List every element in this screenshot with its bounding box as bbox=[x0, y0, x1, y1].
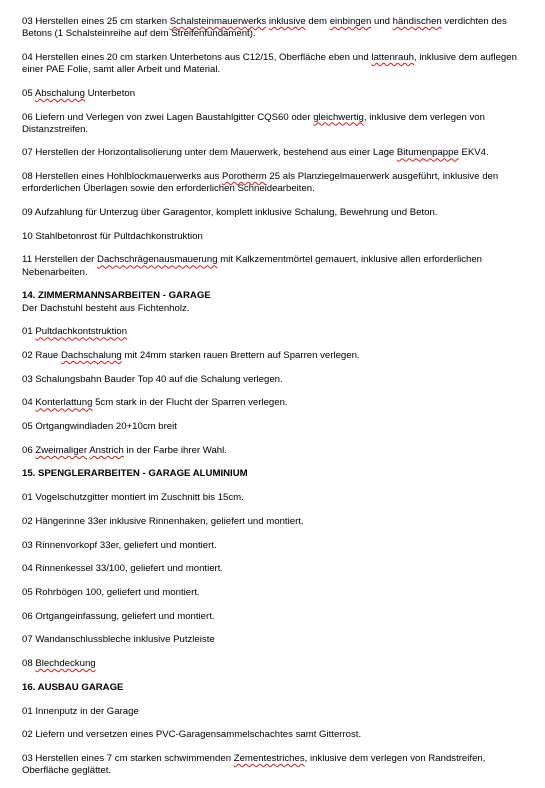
text-run: 03 Herstellen eines 7 cm starken schwimmenden bbox=[22, 752, 234, 764]
text-run: 02 Liefern und versetzen eines PVC-Garagensammelschachtes samt Gitterrost. bbox=[22, 729, 362, 741]
misspelled-word: inklusive bbox=[268, 16, 306, 27]
paragraph bbox=[22, 445, 523, 457]
text-run: , inklusive dem verlegen von Randstreifen, Oberfläche geglättet. bbox=[22, 752, 486, 777]
text-run: mit Kalkzementmörtel gemauert, inklusive allen erforderlichen Nebenarbeiten. bbox=[22, 254, 483, 278]
text-run: 03 Rinnenvorkopf 33er, geliefert und montiert. bbox=[22, 539, 217, 551]
section-heading bbox=[22, 468, 523, 480]
text-run: 08 bbox=[22, 658, 36, 670]
paragraph bbox=[22, 254, 523, 278]
paragraph bbox=[22, 374, 523, 386]
text-run: Der Dachstuhl besteht aus Fichtenholz. bbox=[22, 302, 190, 314]
paragraph bbox=[22, 729, 523, 741]
text-run: 02 Raue bbox=[22, 349, 61, 361]
misspelled-word: Dachschrägenausmauerung bbox=[97, 254, 218, 266]
misspelled-word: Zementestriches bbox=[233, 752, 305, 764]
text-run: 07 Herstellen der Horizontalisolierung unter dem Mauerwerk, bestehend aus einer Lage bbox=[22, 147, 397, 159]
paragraph bbox=[22, 421, 523, 433]
text-run: dem bbox=[305, 16, 330, 27]
paragraph bbox=[22, 112, 523, 136]
text-run: 06 bbox=[22, 444, 36, 456]
paragraph bbox=[22, 171, 523, 195]
misspelled-word: Pultdachkontstruktion bbox=[35, 326, 128, 338]
text-run: und bbox=[371, 16, 393, 27]
text-run: 10 Stahlbetonrost für Pultdachkonstruktion bbox=[22, 230, 203, 242]
text-run: 05 Ortgangwindladen 20+10cm breit bbox=[22, 421, 177, 433]
section-heading bbox=[22, 290, 523, 302]
paragraph bbox=[22, 147, 523, 159]
text-run: 05 Rohrbögen 100, geliefert und montiert. bbox=[22, 586, 200, 598]
misspelled-word: lattenrauh bbox=[371, 51, 414, 63]
misspelled-word: gleichwertig bbox=[313, 111, 364, 123]
paragraph bbox=[22, 397, 523, 409]
text-run: Unterbeton bbox=[84, 87, 136, 99]
paragraph bbox=[22, 634, 523, 646]
text-run: 09 Aufzahlung für Unterzug über Garagentor, komplett inklusive Schalung, Bewehrung und Beton. bbox=[22, 207, 438, 219]
paragraph bbox=[22, 658, 523, 670]
text-run: 01 Innenputz in der Garage bbox=[22, 705, 139, 717]
paragraph bbox=[22, 88, 523, 100]
text-run: 5cm stark in der Flucht der Sparren verlegen. bbox=[92, 397, 288, 409]
text-run: 06 Ortgangeinfassung, geliefert und montiert. bbox=[22, 610, 215, 622]
paragraph bbox=[22, 326, 523, 338]
text-run: 08 Herstellen eines Hohlblockmauerwerks aus bbox=[22, 171, 222, 183]
misspelled-word: händischen bbox=[392, 16, 442, 27]
paragraph bbox=[22, 52, 523, 76]
text-run: 01 bbox=[22, 326, 36, 338]
misspelled-word: Konterlattung bbox=[35, 397, 93, 409]
text-run: 16. AUSBAU GARAGE bbox=[22, 681, 124, 693]
paragraph bbox=[22, 207, 523, 219]
misspelled-word: Schalsteinmauerwerks bbox=[169, 16, 267, 27]
misspelled-word: Anstrich bbox=[89, 444, 124, 456]
text-run: 11 Herstellen der bbox=[22, 254, 98, 266]
text-run: , inklusive dem verlegen von Distanzstreifen. bbox=[22, 111, 485, 135]
paragraph bbox=[22, 587, 523, 599]
text-run: , inklusive dem auflegen einer PAE Folie, samt aller Arbeit und Material. bbox=[22, 51, 517, 76]
paragraph bbox=[22, 516, 523, 528]
text-run: 02 Hängerinne 33er inklusive Rinnenhaken, geliefert und montiert. bbox=[22, 515, 304, 527]
text-run: verdichten des Betons (1 Schalsteinreihe auf dem Streifenfundament). bbox=[22, 16, 507, 40]
misspelled-word: Abschalung bbox=[34, 87, 85, 99]
text-run: EKV4. bbox=[458, 147, 489, 159]
text-run: 25 als Planziegelmauerwerk ausgeführt, inklusive den erforderlichen Überlagen sowie den erforderlichen Schneidearbeiten. bbox=[22, 171, 499, 195]
paragraph bbox=[22, 540, 523, 552]
text-run: 03 Schalungsbahn Bauder Top 40 auf die Schalung verlegen. bbox=[22, 373, 283, 385]
text-run: 03 Herstellen eines 25 cm starken bbox=[22, 16, 170, 27]
paragraph bbox=[22, 611, 523, 623]
text-run: 06 Liefern und Verlegen von zwei Lagen Baustahlgitter CQS60 oder bbox=[22, 111, 314, 123]
misspelled-word: Bitumenpappe bbox=[396, 147, 459, 159]
text-run: 01 Vogelschutzgitter montiert im Zuschnitt bis 15cm. bbox=[22, 492, 244, 504]
misspelled-word: einbingen bbox=[329, 16, 372, 27]
paragraph bbox=[22, 753, 523, 777]
paragraph bbox=[22, 16, 523, 40]
section-heading bbox=[22, 682, 523, 694]
misspelled-word: Porotherm bbox=[221, 171, 267, 183]
misspelled-word: Dachschalung bbox=[60, 349, 122, 361]
misspelled-word: Blechdeckung bbox=[35, 658, 96, 670]
paragraph bbox=[22, 231, 523, 243]
text-run: 07 Wandanschlussbleche inklusive Putzleiste bbox=[22, 634, 215, 646]
text-run: in der Farbe ihrer Wahl. bbox=[123, 444, 227, 456]
text-run: 15. SPENGLERARBEITEN - GARAGE ALUMINIUM bbox=[22, 468, 248, 480]
text-run: 04 Herstellen eines 20 cm starken Unterbetons aus C12/15, Oberfläche eben und bbox=[22, 51, 372, 63]
misspelled-word: Zweimaliger bbox=[35, 444, 88, 456]
section-note bbox=[22, 303, 523, 315]
paragraph bbox=[22, 706, 523, 718]
paragraph bbox=[22, 492, 523, 504]
paragraph bbox=[22, 563, 523, 575]
paragraph bbox=[22, 350, 523, 362]
text-run: 14. ZIMMERMANNSARBEITEN - GARAGE bbox=[22, 290, 211, 302]
text-run: 04 Rinnenkessel 33/100, geliefert und montiert. bbox=[22, 563, 224, 575]
text-run: mit 24mm starken rauen Brettern auf Sparren verlegen. bbox=[121, 349, 360, 361]
text-run: 05 bbox=[22, 87, 35, 99]
text-run: 04 bbox=[22, 397, 36, 409]
